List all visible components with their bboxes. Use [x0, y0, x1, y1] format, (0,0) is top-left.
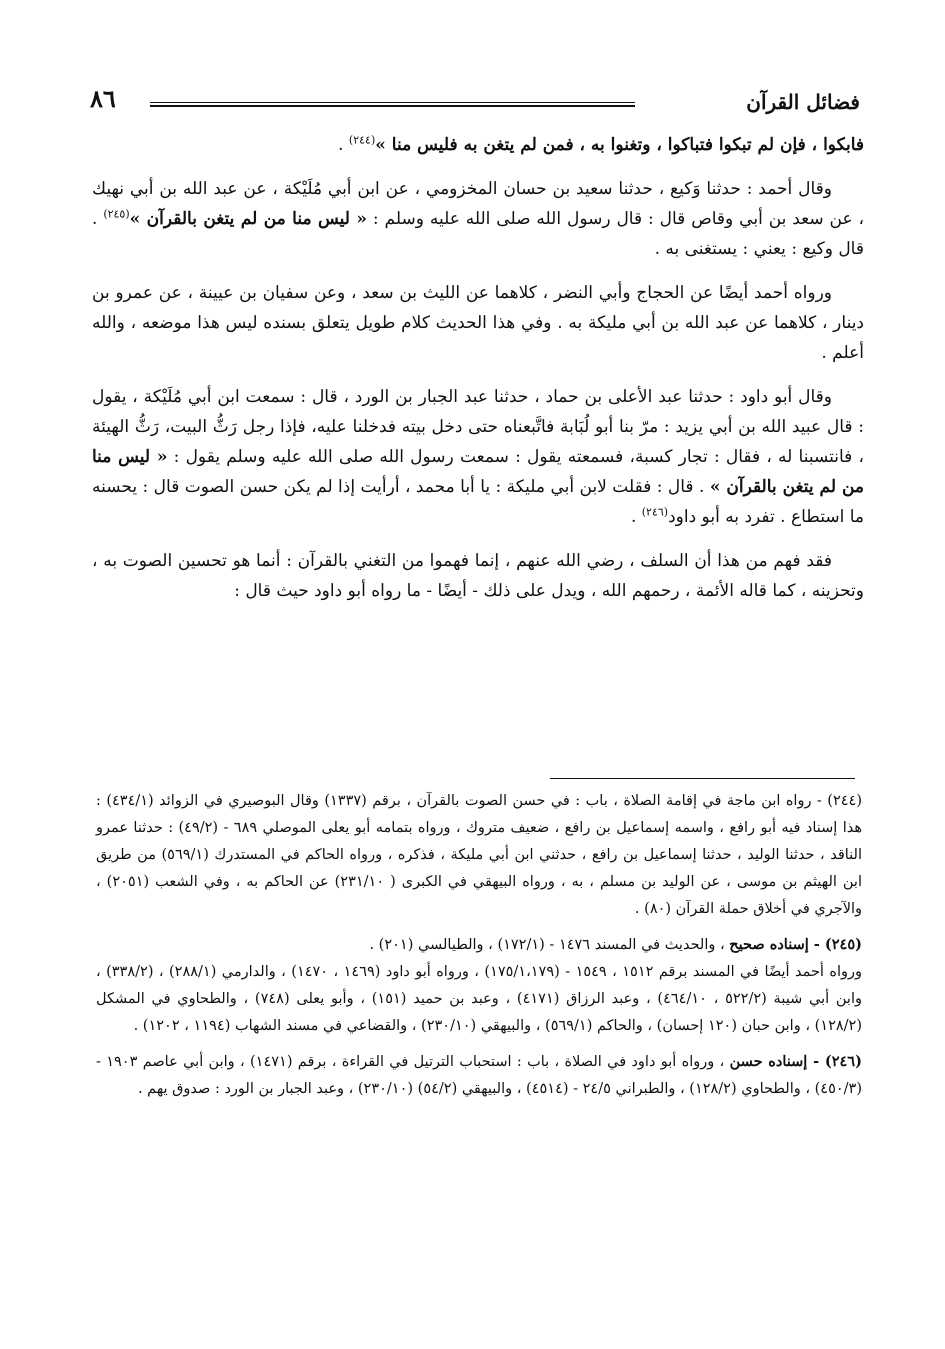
footnote-separator: [550, 778, 855, 779]
paragraph-text: فقد فهم من هذا أن السلف ، رضي الله عنهم ، إنما فهموا من التغني بالقرآن : أنما هو تحسين الصوت به ، وتحزينه ، كما قاله الأئمة ، رحمهم الله ، ويدل على ذلك - أيضًا - ما رواه أبو داود حيث قال :: [92, 551, 864, 601]
paragraph-1: [92, 130, 864, 160]
paragraph-2: [92, 174, 864, 264]
hadith-text: فابكوا ، فإن لم تبكوا فتباكوا ، وتغنوا به ، فمن لم يتغن به فليس منا »: [375, 135, 864, 155]
hadith-quote: « ليس منا من لم يتغن بالقرآن »: [92, 447, 864, 497]
paragraph-text: وقال أبو داود : حدثنا عبد الأعلى بن حماد ، حدثنا عبد الجبار بن الورد ، قال : سمعت ابن أبي مُلَيْكة ، يقول : قال عبيد الله بن أبي يزيد : مرّ بنا أبو لُبَابة فاتَّبعناه حتى دخل بيته فدخلنا عليه، فإذا رجل رَثُّ البيت، رَثُّ الهيئة ، فانتسبنا له ، فقال : تجار كسبة، فسمعته يقول : سمعت رسول الله صلى الله عليه وسلم يقول :: [92, 387, 864, 467]
paragraph-4: [92, 382, 864, 532]
page-header: [90, 84, 860, 124]
footnote-244: [96, 788, 862, 923]
footnote-text: ، ورواه أبو داود في الصلاة ، باب : استحباب الترتيل في القراءة ، برقم (١٤٧١) ، وابن أبي عاصم ١٩٠٣ - (٤٥٠/٣) ، والطحاوي (١٢٨/٢) ، والطبراني ٢٤/٥ - (٤٥١٤) ، والبيهقي (٥٤/٢) (٢٣٠/١٠) ، وعبد الجبار بن الورد : صدوق يهم .: [96, 1054, 862, 1097]
page-number: ٨٦: [90, 84, 116, 113]
footnote-text: ، والحديث في المسند ١٤٧٦ - (١٧٢/١) ، والطيالسي (٢٠١) .: [369, 937, 730, 953]
paragraph-text: ورواه أحمد أيضًا عن الحجاج وأبي النضر ، كلاهما عن الليث بن سعد ، وعن سفيان بن عيينة ، عن عمرو بن دينار ، كلاهما عن عبد الله بن أبي مليكة به . وفي هذا الحديث كلام طويل يتعلق بسنده ليس هذا موضعه ، والله أعلم .: [92, 283, 864, 363]
footnote-245: [96, 931, 862, 1040]
paragraph-text: . قال وكيع : يعني : يستغنى به .: [92, 209, 864, 259]
paragraph-end: .: [338, 135, 349, 155]
paragraph-end: .: [630, 507, 642, 527]
footnote-ref: (٢٤٥): [103, 207, 130, 221]
main-text: [92, 130, 864, 620]
footnote-lead: (٢٤٥) - إسناده صحيح: [729, 936, 862, 953]
running-title: فضائل القرآن: [746, 90, 860, 114]
paragraph-5: [92, 546, 864, 606]
header-rule: [150, 102, 635, 107]
footnote-text: ورواه أحمد أيضًا في المسند برقم ١٥١٢ ، ١٥٤٩ - (١٧٥/١،١٧٩) ، ورواه أبو داود (١٤٦٩ ، ١٤٧٠) ، والدارمي (٢٨٨/١) ، (٣٣٨/٢) ، وابن أبي شيبة (٥٢٢/٢ ، ٤٦٤/١٠) ، وعبد الرزاق (٤١٧١) ، وعبد بن حميد (١٥١) ، وأبو يعلى (٧٤٨) ، والطحاوي في المشكل (١٢٨/٢) ، وابن حبان (١٢٠ إحسان) ، والحاكم (٥٦٩/١) ، والبيهقي (٢٣٠/١٠) ، والقضاعي في مسند الشهاب (١١٩٤ ، ١٢٠٢) .: [96, 964, 863, 1034]
paragraph-text: . قال : فقلت لابن أبي مليكة : يا أبا محمد ، أرأيت إذا لم يكن حسن الصوت قال : يحسنه ما استطاع . تفرد به أبو داود: [92, 477, 864, 527]
hadith-quote: « ليس منا من لم يتغن بالقرآن »: [129, 209, 368, 229]
paragraph-3: [92, 278, 864, 368]
footnote-ref: (٢٤٦): [641, 505, 669, 519]
footnote-246: [96, 1048, 862, 1103]
footnote-text: (٢٤٤) - رواه ابن ماجة في إقامة الصلاة ، باب : في حسن الصوت بالقرآن ، برقم (١٣٣٧) وقال البوصيري في الزوائد (٤٣٤/١) : هذا إسناد فيه أبو رافع ، واسمه إسماعيل بن رافع ، ضعيف متروك ، ورواه بتمامه أبو يعلى الموصلي ٦٨٩ - (٤٩/٢) : حدثنا عمرو الناقد ، حدثنا الوليد ، حدثنا إسماعيل بن رافع ، حدثني ابن أبي مليكة ، فذكره ، ورواه الحاكم في المستدرك (٥٦٩/١) من طريق ابن الهيثم بن موسى ، عن الوليد بن مسلم ، به ، ورواه البيهقي في الكبرى ( ٢٣١/١٠) عن الحاكم به ، وفي الشعب (٢٠٥١) ، والآجري في أخلاق حملة القرآن (٨٠) .: [96, 793, 862, 917]
footnotes: [96, 788, 862, 1111]
paragraph-text: وقال أحمد : حدثنا وَكيع ، حدثنا سعيد بن حسان المخزومي ، عن ابن أبي مُلَيْكة ، عن عبد الله بن أبي نهيك ، عن سعد بن أبي وقاص قال : قال رسول الله صلى الله عليه وسلم :: [92, 179, 864, 229]
footnote-ref: (٢٤٤): [348, 133, 376, 147]
footnote-lead: (٢٤٦) - إسناده حسن: [729, 1053, 862, 1070]
